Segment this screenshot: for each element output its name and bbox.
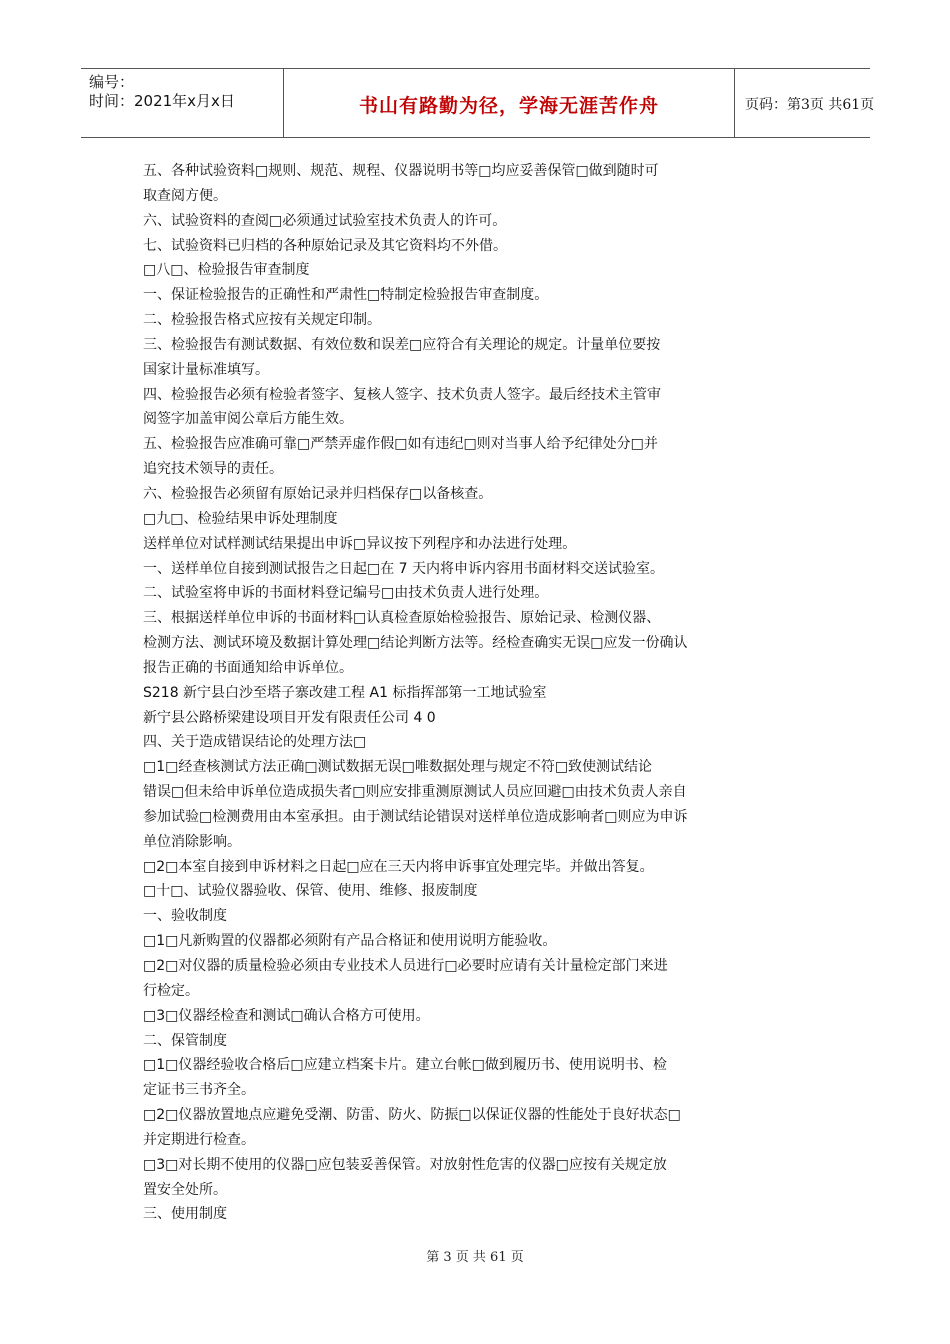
body-line: 四、检验报告必须有检验者签字、复核人签字、技术负责人签字。最后经技术主管审 <box>143 386 661 403</box>
body-line: 送样单位对试样测试结果提出申诉□异议按下列程序和办法进行处理。 <box>143 535 577 552</box>
body-line: 参加试验□检测费用由本室承担。由于测试结论错误对送样单位造成影响者□则应为申诉 <box>143 808 688 825</box>
page-footer: 第 3 页 共 61 页 <box>426 1250 524 1265</box>
header-meta-cell <box>81 69 284 137</box>
body-line: 错误□但未给申诉单位造成损失者□则应安排重测原测试人员应回避□由技术负责人亲自 <box>143 784 687 801</box>
body-line: 检测方法、测试环境及数据计算处理□结论判断方法等。经检查确实无误□应发一份确认 <box>143 635 688 652</box>
page-info: 页码：第3页 共61页 <box>745 97 875 113</box>
body-line: 四、关于造成错误结论的处理方法□ <box>143 734 367 751</box>
page-header <box>81 68 875 138</box>
body-line: 单位消除影响。 <box>143 833 241 850</box>
header-motto-cell <box>284 69 735 137</box>
body-line: □八□、检验报告审查制度 <box>143 262 310 279</box>
body-line: 阅签字加盖审阅公章后方能生效。 <box>143 411 353 428</box>
body-line: 二、检验报告格式应按有关规定印制。 <box>143 312 381 329</box>
body-line: 五、各种试验资料□规则、规范、规程、仪器说明书等□均应妥善保管□做到随时可 <box>143 163 659 179</box>
body-line: 国家计量标准填写。 <box>143 361 269 378</box>
body-line: 一、送样单位自接到测试报告之日起□在 7 天内将申诉内容用书面材料交送试验室。 <box>143 560 665 577</box>
body-line: □1□经查核测试方法正确□测试数据无误□唯数据处理与规定不符□致使测试结论 <box>143 759 653 776</box>
body-line: 新宁县公路桥梁建设项目开发有限责任公司 4 0 <box>143 709 436 726</box>
body-line: 六、检验报告必须留有原始记录并归档保存□以备核查。 <box>143 485 493 502</box>
number-label: 编号： <box>89 73 135 91</box>
body-line: 定证书三书齐全。 <box>143 1082 255 1099</box>
body-line: 三、检验报告有测试数据、有效位数和误差□应符合有关理论的规定。计量单位要按 <box>143 336 661 353</box>
body-line: □1□凡新购置的仪器都必须附有产品合格证和使用说明方能验收。 <box>143 933 557 950</box>
body-line: 一、验收制度 <box>143 908 227 925</box>
body-line: 三、使用制度 <box>143 1206 227 1223</box>
body-line: 并定期进行检查。 <box>143 1131 255 1148</box>
body-line: 一、保证检验报告的正确性和严肃性□特制定检验报告审查制度。 <box>143 287 549 304</box>
body-line: □九□、检验结果申诉处理制度 <box>143 510 338 527</box>
body-line: □3□对长期不使用的仪器□应包装妥善保管。对放射性危害的仪器□应按有关规定放 <box>143 1156 667 1173</box>
body-line: □2□仪器放置地点应避免受潮、防雷、防火、防振□以保证仪器的性能处于良好状态□ <box>143 1107 681 1124</box>
header-page-cell <box>735 69 875 137</box>
body-line: □1□仪器经验收合格后□应建立档案卡片。建立台帐□做到履历书、使用说明书、检 <box>143 1057 667 1074</box>
body-line: 二、试验室将申诉的书面材料登记编号□由技术负责人进行处理。 <box>143 585 549 602</box>
body-line: 五、检验报告应准确可靠□严禁弄虚作假□如有违纪□则对当事人给予纪律处分□并 <box>143 436 658 453</box>
body-line: □2□对仪器的质量检验必须由专业技术人员进行□必要时应请有关计量检定部门来进 <box>143 958 668 974</box>
body-line: 追究技术领导的责任。 <box>143 461 283 478</box>
body-line: 置安全处所。 <box>143 1181 227 1198</box>
body-line: 三、根据送样单位申诉的书面材料□认真检查原始检验报告、原始记录、检测仪器、 <box>143 610 661 627</box>
body-line: 七、试验资料已归档的各种原始记录及其它资料均不外借。 <box>143 237 507 254</box>
body-line: 六、试验资料的查阅□必须通过试验室技术负责人的许可。 <box>143 212 507 229</box>
body-line: 二、保管制度 <box>143 1032 227 1049</box>
document-body <box>143 159 703 1227</box>
body-line: □3□仪器经检查和测试□确认合格方可使用。 <box>143 1007 430 1024</box>
body-line: 报告正确的书面通知给申诉单位。 <box>143 659 353 676</box>
date-label: 时间：2021年x月x日 <box>89 92 235 110</box>
motto-text: 书山有路勤为径，学海无涯苦作舟 <box>358 95 659 117</box>
body-line: 取查阅方便。 <box>143 187 227 204</box>
body-line: S218 新宁县白沙至塔子寨改建工程 A1 标指挥部第一工地试验室 <box>143 684 547 701</box>
body-line: □十□、试验仪器验收、保管、使用、维修、报废制度 <box>143 883 478 900</box>
body-line: □2□本室自接到申诉材料之日起□应在三天内将申诉事宜处理完毕。并做出答复。 <box>143 858 654 875</box>
body-line: 行检定。 <box>143 982 199 999</box>
